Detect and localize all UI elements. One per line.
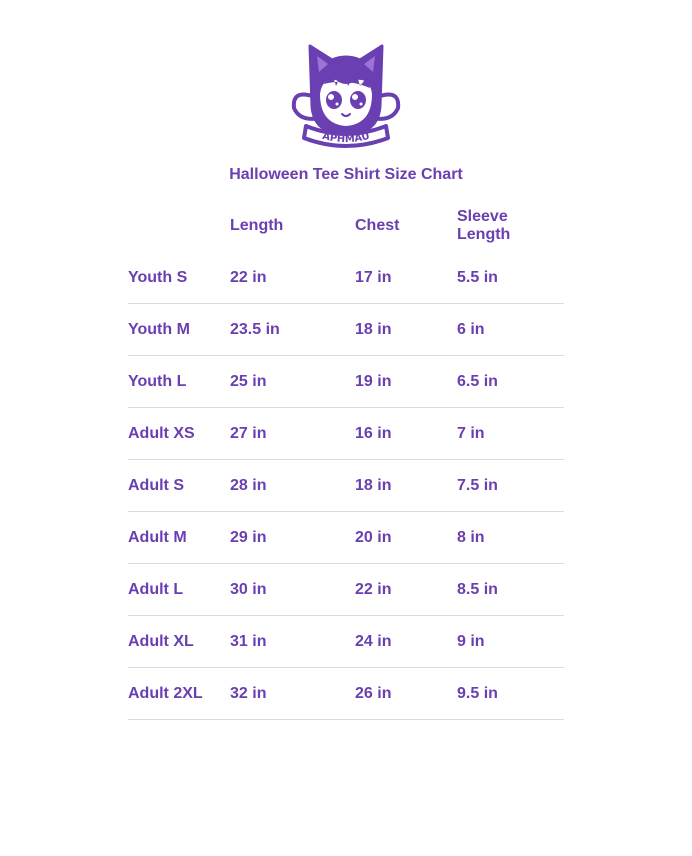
sleeve-length-value: 8.5 in <box>457 564 564 616</box>
header-length: Length <box>230 217 284 234</box>
size-label: Adult XS <box>128 408 230 460</box>
sleeve-length-value: 6.5 in <box>457 356 564 408</box>
sleeve-length-value: 8 in <box>457 512 564 564</box>
table-row <box>128 668 564 720</box>
size-label: Youth S <box>128 252 230 304</box>
sleeve-length-value: 6 in <box>457 304 564 356</box>
svg-text:APHMAU: APHMAU <box>321 130 371 146</box>
chest-value: 24 in <box>355 616 457 668</box>
size-chart-table <box>128 200 564 720</box>
aphmau-cat-logo-icon <box>290 38 402 150</box>
chest-value: 16 in <box>355 408 457 460</box>
table-row <box>128 564 564 616</box>
length-value: 25 in <box>230 356 355 408</box>
sleeve-length-value: 9.5 in <box>457 668 564 720</box>
size-label: Adult M <box>128 512 230 564</box>
length-value: 30 in <box>230 564 355 616</box>
header-chest: Chest <box>355 217 400 234</box>
header-size <box>128 200 230 252</box>
size-label: Adult S <box>128 460 230 512</box>
header-sleeve-length: Sleeve Length <box>457 208 511 243</box>
sleeve-length-value: 7 in <box>457 408 564 460</box>
table-row <box>128 252 564 304</box>
sleeve-length-value: 9 in <box>457 616 564 668</box>
sleeve-length-value: 7.5 in <box>457 460 564 512</box>
table-row <box>128 356 564 408</box>
sleeve-length-value: 5.5 in <box>457 252 564 304</box>
length-value: 27 in <box>230 408 355 460</box>
table-header-row <box>128 200 564 252</box>
size-label: Adult 2XL <box>128 668 230 720</box>
table-row <box>128 460 564 512</box>
page-title: Halloween Tee Shirt Size Chart <box>229 166 463 183</box>
chest-value: 22 in <box>355 564 457 616</box>
chest-value: 26 in <box>355 668 457 720</box>
table-row <box>128 408 564 460</box>
table-row <box>128 512 564 564</box>
size-label: Youth L <box>128 356 230 408</box>
size-label: Youth M <box>128 304 230 356</box>
table-row <box>128 616 564 668</box>
length-value: 32 in <box>230 668 355 720</box>
size-label: Adult L <box>128 564 230 616</box>
length-value: 28 in <box>230 460 355 512</box>
table-row <box>128 304 564 356</box>
chest-value: 18 in <box>355 460 457 512</box>
chest-value: 17 in <box>355 252 457 304</box>
length-value: 23.5 in <box>230 304 355 356</box>
size-label: Adult XL <box>128 616 230 668</box>
length-value: 31 in <box>230 616 355 668</box>
length-value: 22 in <box>230 252 355 304</box>
chest-value: 20 in <box>355 512 457 564</box>
chest-value: 18 in <box>355 304 457 356</box>
length-value: 29 in <box>230 512 355 564</box>
chest-value: 19 in <box>355 356 457 408</box>
